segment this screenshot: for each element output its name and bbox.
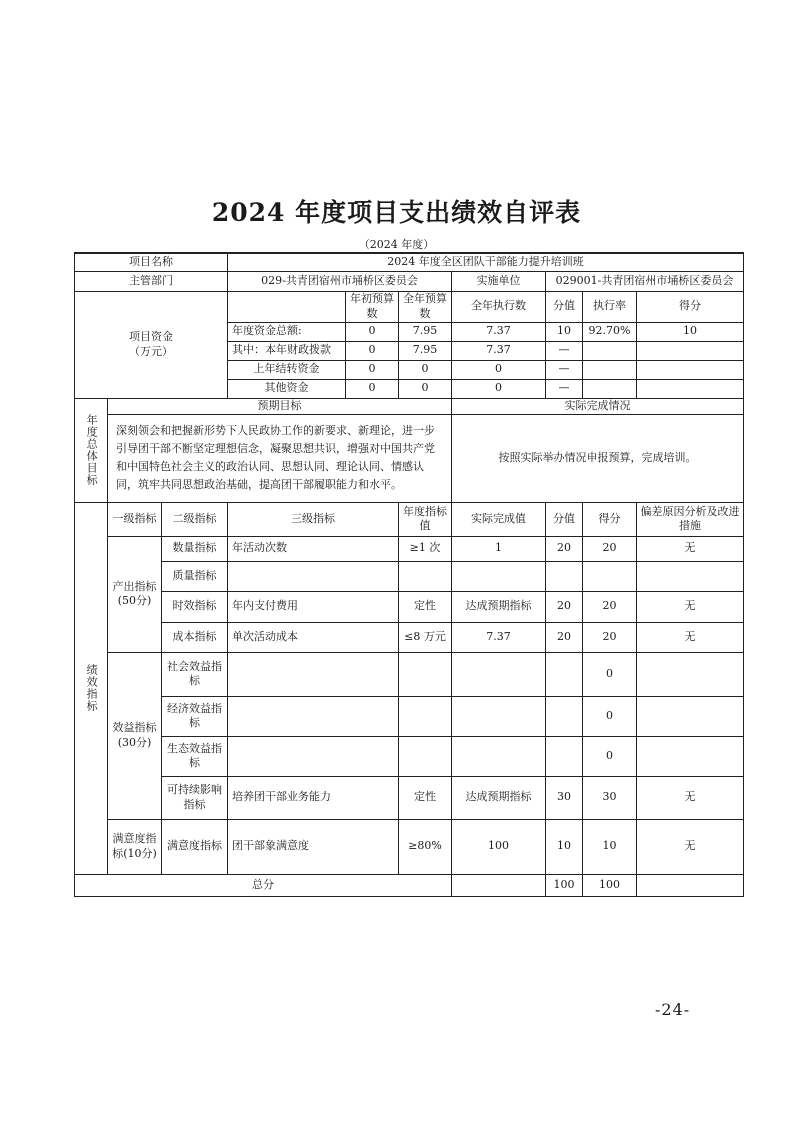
ind-weight	[546, 561, 583, 591]
funds-unit: （万元）	[129, 344, 173, 358]
ind-note	[637, 652, 744, 696]
funds-row-score: 10	[637, 322, 744, 341]
goals-expected-header: 预期目标	[108, 398, 452, 414]
ind-level3	[228, 561, 399, 591]
funds-row-rate: 92.70%	[583, 322, 637, 341]
ind-weight: 20	[546, 591, 583, 622]
row-total	[75, 874, 744, 896]
funds-header-executed: 全年执行数	[452, 291, 546, 322]
indicator-row	[75, 696, 744, 736]
ind-weight: 30	[546, 776, 583, 819]
funds-header-rate: 执行率	[583, 291, 637, 322]
indicators-side-label: 绩效指标	[85, 664, 99, 712]
funds-label: 项目资金	[129, 330, 173, 344]
funds-row-score	[637, 341, 744, 360]
ind-level3: 团干部象满意度	[228, 819, 399, 874]
funds-row-executed: 7.37	[452, 322, 546, 341]
ind-note	[637, 736, 744, 776]
total-note-blank	[637, 874, 744, 896]
indicator-row	[75, 561, 744, 591]
row-goals-content	[75, 414, 744, 502]
ind-level3: 培养团干部业务能力	[228, 776, 399, 819]
ind-note: 无	[637, 776, 744, 819]
funds-row-initial: 0	[346, 322, 399, 341]
row-goals-header	[75, 398, 744, 414]
row-department	[75, 271, 744, 291]
funds-row-annual: 7.95	[399, 341, 452, 360]
ind-target: ≤8 万元	[399, 622, 452, 652]
goals-expected-text: 深刻领会和把握新形势下人民政协工作的新要求、新理论，进一步引导团干部不断坚定理想信念，凝聚思想共识，增强对中国共产党和中国特色社会主义的政治认同、思想认同、理论认同、情感认同，筑牢共同思想政治基础，提高团干部履职能力和水平。	[108, 414, 452, 502]
ind-level2: 时效指标	[162, 591, 228, 622]
ind-actual	[452, 736, 546, 776]
ind-header-weight: 分值	[546, 502, 583, 536]
ind-actual	[452, 652, 546, 696]
row-indicators-header	[75, 502, 744, 536]
ind-score: 0	[583, 652, 637, 696]
ind-level2: 经济效益指标	[162, 696, 228, 736]
funds-row-weight: —	[546, 379, 583, 398]
ind-header-level3: 三级指标	[228, 502, 399, 536]
ind-score: 20	[583, 591, 637, 622]
ind-score	[583, 561, 637, 591]
ind-target	[399, 652, 452, 696]
ind-level2: 满意度指标	[162, 819, 228, 874]
ind-header-target: 年度指标值	[399, 502, 452, 536]
ind-target: 定性	[399, 591, 452, 622]
ind-note	[637, 561, 744, 591]
row-funds-header	[75, 291, 744, 322]
ind-level3	[228, 696, 399, 736]
total-label: 总分	[75, 874, 452, 896]
ind-note: 无	[637, 819, 744, 874]
funds-row-label: 其他资金	[228, 379, 346, 398]
ind-actual: 7.37	[452, 622, 546, 652]
ind-level2: 质量指标	[162, 561, 228, 591]
ind-level2: 社会效益指标	[162, 652, 228, 696]
ind-target	[399, 696, 452, 736]
evaluation-table	[74, 252, 744, 897]
indicator-row	[75, 736, 744, 776]
ind-header-actual: 实际完成值	[452, 502, 546, 536]
page-title: 2024 年度项目支出绩效自评表	[211, 198, 582, 227]
ind-weight: 10	[546, 819, 583, 874]
ind-note: 无	[637, 622, 744, 652]
funds-row-weight: —	[546, 360, 583, 379]
funds-row-annual: 0	[399, 379, 452, 398]
ind-level3	[228, 736, 399, 776]
ind-actual: 100	[452, 819, 546, 874]
funds-row-executed: 7.37	[452, 341, 546, 360]
ind-target: 定性	[399, 776, 452, 819]
ind-score: 30	[583, 776, 637, 819]
ind-header-score: 得分	[583, 502, 637, 536]
ind-weight	[546, 696, 583, 736]
page-number: -24-	[655, 1000, 691, 1019]
ind-actual	[452, 696, 546, 736]
funds-header-blank	[228, 291, 346, 322]
indicator-row	[75, 622, 744, 652]
indicators-side-cell	[75, 502, 108, 874]
total-blank	[452, 874, 546, 896]
ind-level3: 年活动次数	[228, 536, 399, 561]
ind-score: 0	[583, 736, 637, 776]
ind-header-note: 偏差原因分析及改进措施	[637, 502, 744, 536]
funds-row-initial: 0	[346, 341, 399, 360]
ind-weight	[546, 736, 583, 776]
funds-row-annual: 7.95	[399, 322, 452, 341]
ind-level3: 单次活动成本	[228, 622, 399, 652]
ind-level3: 年内支付费用	[228, 591, 399, 622]
funds-row-initial: 0	[346, 379, 399, 398]
goals-side-cell	[75, 398, 108, 502]
ind-score: 10	[583, 819, 637, 874]
ind-actual	[452, 561, 546, 591]
total-score: 100	[583, 874, 637, 896]
ind-target: ≥80%	[399, 819, 452, 874]
indicator-row	[75, 591, 744, 622]
ind-target	[399, 736, 452, 776]
ind-target	[399, 561, 452, 591]
funds-label-cell	[75, 291, 228, 398]
indicator-row	[75, 819, 744, 874]
funds-row-executed: 0	[452, 379, 546, 398]
funds-row-weight: —	[546, 341, 583, 360]
ind-level2: 可持续影响指标	[162, 776, 228, 819]
funds-header-weight: 分值	[546, 291, 583, 322]
funds-row-label: 上年结转资金	[228, 360, 346, 379]
project-name-value: 2024 年度全区团队干部能力提升培训班	[228, 253, 744, 271]
project-name-label: 项目名称	[75, 253, 228, 271]
year-label: （2024 年度）	[358, 238, 435, 251]
ind-level1: 效益指标(30分)	[108, 652, 162, 819]
ind-score: 20	[583, 536, 637, 561]
ind-target: ≥1 次	[399, 536, 452, 561]
goals-actual-header: 实际完成情况	[452, 398, 744, 414]
row-project-name	[75, 253, 744, 271]
ind-actual: 达成预期指标	[452, 776, 546, 819]
impl-label: 实施单位	[452, 271, 546, 291]
impl-value: 029001-共青团宿州市埇桥区委员会	[546, 271, 744, 291]
funds-row-rate	[583, 341, 637, 360]
ind-score: 20	[583, 622, 637, 652]
ind-score: 0	[583, 696, 637, 736]
ind-level1: 产出指标(50分)	[108, 536, 162, 652]
ind-actual: 达成预期指标	[452, 591, 546, 622]
dept-label: 主管部门	[75, 271, 228, 291]
indicator-row	[75, 652, 744, 696]
ind-weight: 20	[546, 536, 583, 561]
funds-row-weight: 10	[546, 322, 583, 341]
funds-row-label: 年度资金总额:	[228, 322, 346, 341]
indicator-row	[75, 776, 744, 819]
total-weight: 100	[546, 874, 583, 896]
goals-actual-text: 按照实际举办情况申报预算，完成培训。	[452, 414, 744, 502]
funds-header-annual: 全年预算数	[399, 291, 452, 322]
funds-row-rate	[583, 360, 637, 379]
ind-level2: 数量指标	[162, 536, 228, 561]
ind-level3	[228, 652, 399, 696]
funds-header-score: 得分	[637, 291, 744, 322]
funds-row-label: 其中：本年财政拨款	[228, 341, 346, 360]
funds-header-initial: 年初预算数	[346, 291, 399, 322]
funds-row-rate	[583, 379, 637, 398]
ind-weight: 20	[546, 622, 583, 652]
ind-header-level1: 一级指标	[108, 502, 162, 536]
funds-row-annual: 0	[399, 360, 452, 379]
dept-value: 029-共青团宿州市埇桥区委员会	[228, 271, 452, 291]
ind-level2: 成本指标	[162, 622, 228, 652]
ind-level1: 满意度指标(10分)	[108, 819, 162, 874]
ind-level2: 生态效益指标	[162, 736, 228, 776]
indicator-row	[75, 536, 744, 561]
ind-actual: 1	[452, 536, 546, 561]
ind-header-level2: 二级指标	[162, 502, 228, 536]
ind-note	[637, 696, 744, 736]
funds-row-score	[637, 379, 744, 398]
funds-row-initial: 0	[346, 360, 399, 379]
funds-row-score	[637, 360, 744, 379]
ind-note: 无	[637, 591, 744, 622]
funds-row-executed: 0	[452, 360, 546, 379]
ind-note: 无	[637, 536, 744, 561]
ind-weight	[546, 652, 583, 696]
goals-side-label: 年度总体目标	[85, 414, 99, 486]
